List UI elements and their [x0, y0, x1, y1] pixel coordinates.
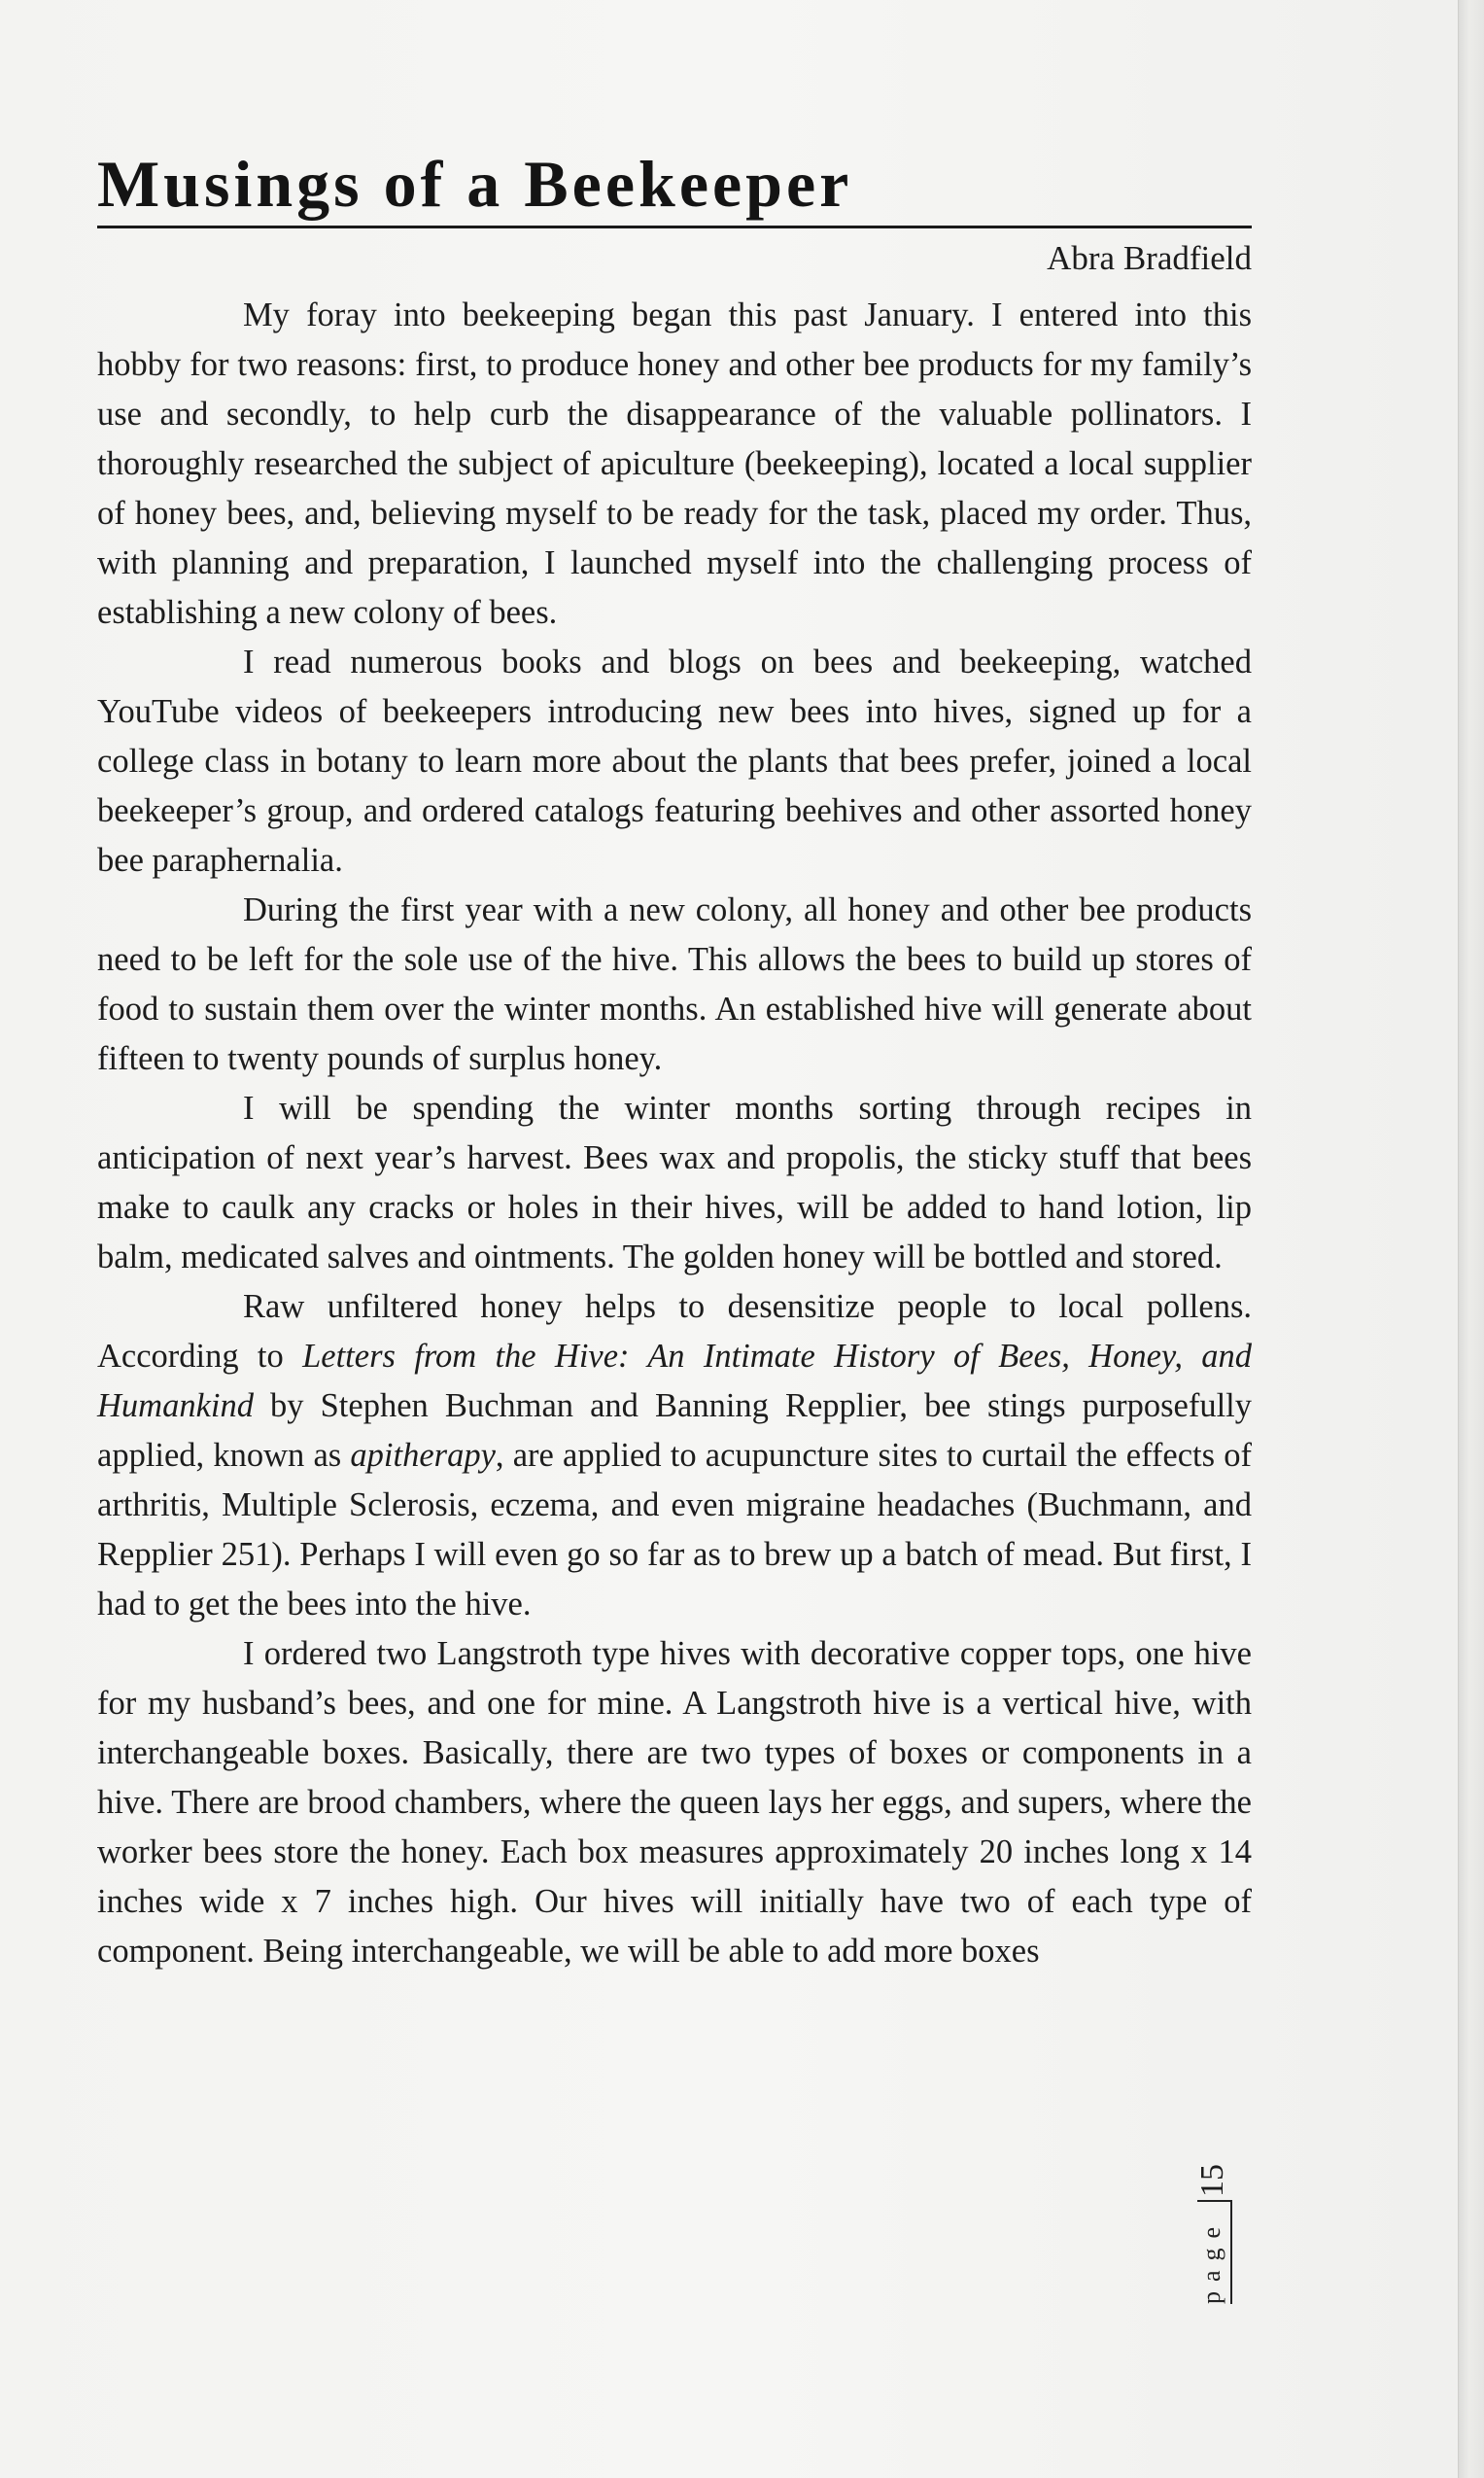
page-folio [1195, 2148, 1263, 2304]
page-edge [1458, 0, 1484, 2478]
folio-label: page [1197, 2216, 1225, 2304]
paragraph-6: I ordered two Langstroth type hives with decorative copper tops, one hive for my husband’s bees, and one for mine. A Langstroth hive is a vertical hive, with interchangeable boxes. Basically, there are two types of boxes or components in a hive. There are brood chambers, where the queen lays her eggs, and supers, where the worker bees store the honey. Each box measures approximately 20 inches long x 14 inches wide x 7 inches high. Our hives will initially have two of each type of component. Being interchangeable, we will be able to add more boxes [97, 1634, 1252, 1970]
page-number: 15 [1194, 2164, 1230, 2197]
article [97, 146, 1252, 1976]
paragraph-5-text-a: Raw unfiltered honey helps to desensitize people to local pollens. According to [97, 1287, 1252, 1375]
article-body [97, 291, 1252, 1976]
author-byline: Abra Bradfield [1047, 239, 1252, 278]
paragraph-5-text-c: , are applied to acupuncture sites to curtail the effects of arthritis, Multiple Sclerosis, eczema, and even migraine headaches (Buchmann, and Repplier 251). Perhaps I will even go so far as to brew up a batch of mead. But first, I had to get the bees into the hive. [97, 1436, 1252, 1623]
title-rule [97, 226, 1252, 228]
paragraph-3: During the first year with a new colony, all honey and other bee products need to be left for the sole use of the hive. This allows the bees to build up stores of food to sustain them over the winter months. An established hive will generate about fifteen to twenty pounds of surplus honey. [97, 890, 1252, 1077]
paragraph-5 [97, 1282, 1252, 1629]
folio-divider [1197, 2200, 1232, 2202]
paragraph-5-text-b: by Stephen Buchman and Banning Repplier, bee stings purposefully applied, known as [97, 1386, 1252, 1474]
term-apitherapy: apitherapy [350, 1436, 496, 1474]
book-title: Letters from the Hive: An Intimate History of Bees, Honey, and Humankind [97, 1337, 1253, 1424]
paragraph-1: My foray into beekeeping began this past January. I entered into this hobby for two reasons: first, to produce honey and other bee products for my family’s use and secondly, to help curb the disappearance of the valuable pollinators. I thoroughly researched the subject of apiculture (beekeeping), located a local supplier of honey bees, and, believing myself to be ready for the task, placed my order. Thus, with planning and preparation, I launched myself into the challenging process of establishing a new colony of bees. [97, 296, 1252, 631]
folio-rule [1230, 2202, 1232, 2304]
paragraph-2: I read numerous books and blogs on bees and beekeeping, watched YouTube videos of beekeepers introducing new bees into hives, signed up for a college class in botany to learn more about the plants that bees prefer, joined a local beekeeper’s group, and ordered catalogs featuring beehives and other assorted honey bee paraphernalia. [97, 643, 1252, 879]
article-title: Musings of a Beekeeper [97, 147, 853, 221]
paragraph-4: I will be spending the winter months sorting through recipes in anticipation of next year’s harvest. Bees wax and propolis, the sticky stuff that bees make to caulk any cracks or holes in their hives, will be added to hand lotion, lip balm, medicated salves and ointments. The golden honey will be bottled and stored. [97, 1089, 1252, 1275]
